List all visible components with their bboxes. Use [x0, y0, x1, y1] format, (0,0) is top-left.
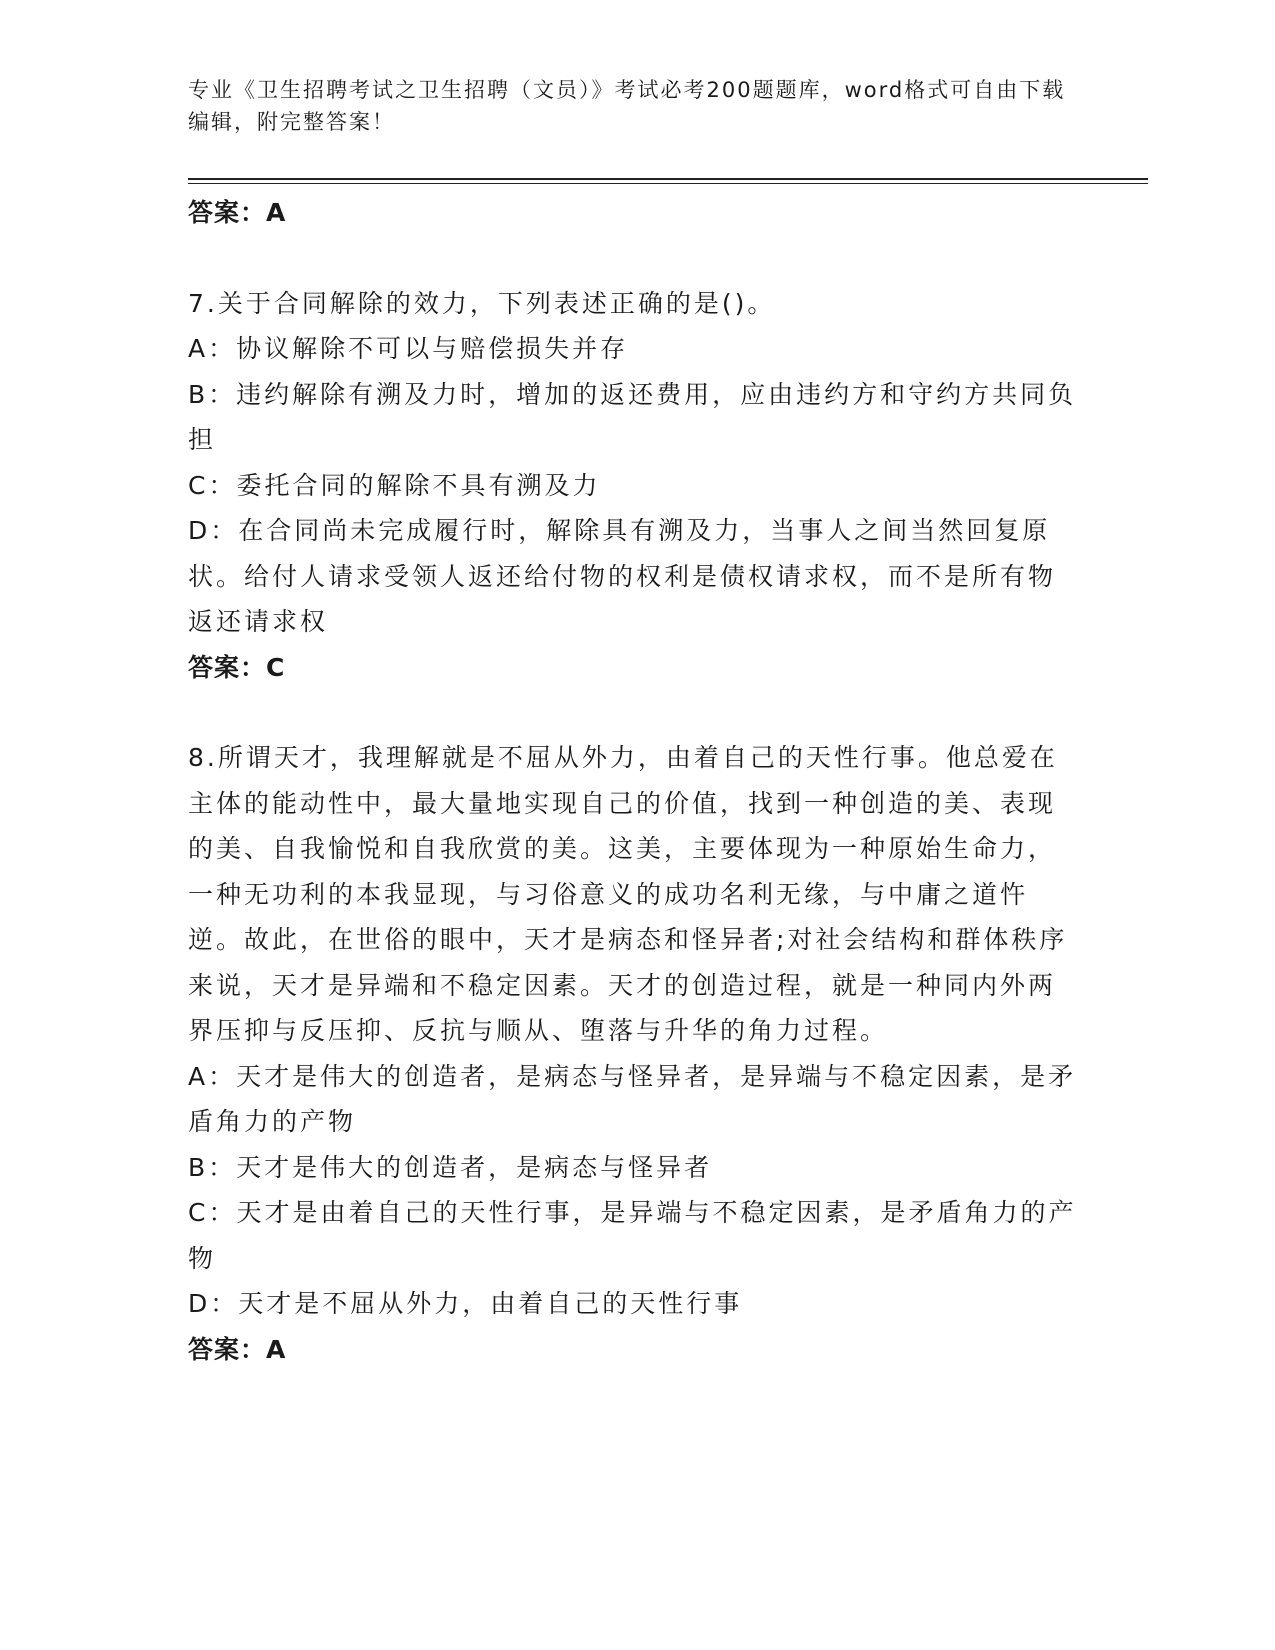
question-7-answer: 答案：C [188, 652, 286, 682]
spacer [188, 236, 1078, 281]
spacer [188, 690, 1078, 735]
question-8-option-a: A：天才是伟大的创造者，是病态与怪异者，是异端与不稳定因素，是矛盾角力的产物 [188, 1061, 1077, 1136]
question-8-option-d: D：天才是不屈从外力，由着自己的天性行事 [188, 1289, 743, 1318]
question-7-option-c: C：委托合同的解除不具有溯及力 [188, 470, 601, 500]
question-7-stem: 7.关于合同解除的效力，下列表述正确的是()。 [188, 288, 776, 318]
question-7-option-b: B：违约解除有溯及力时，增加的返还费用，应由违约方和守约方共同负担 [188, 379, 1077, 454]
page-header: 专业《卫生招聘考试之卫生招聘（文员）》考试必考200题题库，word格式可自由下载编辑，附完整答案！ [188, 78, 1066, 134]
previous-answer: 答案：A [188, 198, 287, 227]
header-rule-thin [188, 183, 1148, 184]
question-body [188, 190, 1078, 1372]
header-rule-thick [188, 178, 1148, 180]
question-8-option-c: C：天才是由着自己的天性行事，是异端与不稳定因素，是矛盾角力的产物 [188, 1198, 1077, 1273]
question-7-option-a: A：协议解除不可以与赔偿损失并存 [188, 334, 629, 363]
question-8-option-b: B：天才是伟大的创造者，是病态与怪异者 [188, 1152, 713, 1182]
question-7-option-d: D：在合同尚未完成履行时，解除具有溯及力，当事人之间当然回复原状。给付人请求受领人返还给付物的权利是债权请求权，而不是所有物返还请求权 [188, 516, 1057, 636]
question-7 [188, 281, 1078, 691]
question-8 [188, 735, 1078, 1372]
question-8-answer: 答案：A [188, 1334, 287, 1364]
question-8-stem: 8.所谓天才，我理解就是不屈从外力，由着自己的天性行事。他总爱在主体的能动性中，最大量地实现自己的价值，找到一种创造的美、表现的美、自我愉悦和自我欣赏的美。这美，主要体现为一种原始生命力，一种无功利的本我显现，与习俗意义的成功名利无缘，与中庸之道忤逆。故此，在世俗的眼中，天才是病态和怪异者;对社会结构和群体秩序来说，天才是异端和不稳定因素。天才的创造过程，就是一种同内外两界压抑与反压抑、反抗与顺从、堕落与升华的角力过程。 [188, 743, 1068, 1045]
